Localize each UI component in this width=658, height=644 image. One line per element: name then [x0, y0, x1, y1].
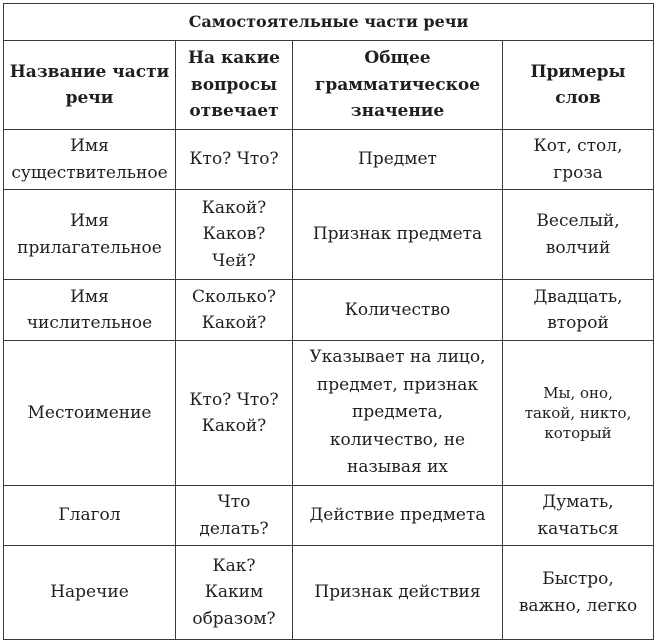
examples-cell [503, 280, 654, 341]
questions-cell [176, 130, 293, 190]
meaning-cell [293, 190, 503, 280]
header-questions-line: отвечает [189, 101, 279, 122]
questions-cell [176, 341, 293, 486]
name-line: существительное [11, 162, 168, 183]
meaning-line: Предмет [358, 149, 437, 170]
parts-of-speech-table [3, 3, 654, 640]
examples-line: Мы, оно, [543, 383, 613, 402]
meaning-cell [293, 130, 503, 190]
questions-line: Чей? [212, 250, 256, 271]
examples-line: Двадцать, [533, 286, 623, 307]
name-cell [4, 280, 176, 341]
table-row [4, 486, 654, 546]
name-line: Имя [70, 286, 109, 307]
examples-line: гроза [553, 162, 603, 183]
header-name-line: речи [65, 88, 114, 108]
table-row [4, 130, 654, 190]
meaning-line: количество, не [329, 429, 466, 450]
questions-cell [176, 280, 293, 341]
meaning-line: Указывает на лицо, [309, 347, 486, 368]
questions-line: Какой? [201, 313, 267, 333]
header-meaning-line: грамматическое [314, 74, 481, 95]
header-examples-line: слов [555, 88, 601, 108]
questions-line: Какой? [201, 416, 267, 436]
examples-line: второй [547, 313, 609, 333]
name-line: Наречие [50, 582, 129, 603]
table-row [4, 280, 654, 341]
header-meaning-line: значение [350, 101, 445, 122]
meaning-cell [293, 341, 503, 486]
table-row [4, 190, 654, 280]
questions-line: Кто? Что? [189, 149, 279, 170]
examples-line: Кот, стол, [533, 136, 623, 157]
examples-line: важно, легко [518, 595, 638, 616]
name-line: Имя [70, 136, 109, 157]
name-cell [4, 130, 176, 190]
examples-cell [503, 341, 654, 486]
questions-line: делать? [199, 518, 269, 539]
questions-line: Что [217, 492, 251, 513]
name-cell [4, 341, 176, 486]
questions-line: Каков? [202, 224, 266, 245]
examples-line: который [544, 424, 612, 443]
examples-line: такой, никто, [524, 403, 632, 422]
name-cell [4, 546, 176, 640]
header-questions [176, 41, 293, 130]
examples-cell [503, 546, 654, 640]
questions-cell [176, 190, 293, 280]
meaning-line: предмета, [352, 402, 443, 423]
questions-line: Какой? [201, 197, 267, 218]
examples-line: Быстро, [542, 569, 614, 590]
meaning-line: предмет, признак [316, 374, 479, 395]
name-line: числительное [26, 313, 153, 333]
header-name [4, 41, 176, 130]
name-line: прилагательное [17, 237, 162, 258]
name-line: Местоимение [27, 402, 152, 423]
examples-line: Думать, [542, 492, 614, 513]
questions-line: Сколько? [192, 286, 276, 307]
meaning-line: Признак действия [314, 582, 481, 603]
header-questions-line: На какие [188, 48, 280, 69]
name-cell [4, 190, 176, 280]
header-row [4, 41, 654, 130]
table-title: Самостоятельные части речи [4, 4, 654, 41]
header-meaning-line: Общее [364, 48, 431, 69]
questions-line: образом? [192, 608, 276, 629]
name-line: Имя [70, 211, 109, 232]
examples-cell [503, 190, 654, 280]
table-body [4, 4, 654, 640]
examples-line: Веселый, [536, 211, 620, 232]
header-name-line: Название части [9, 61, 170, 82]
questions-cell [176, 486, 293, 546]
meaning-cell [293, 546, 503, 640]
meaning-cell [293, 486, 503, 546]
meaning-line: Признак предмета [312, 224, 483, 245]
questions-cell [176, 546, 293, 640]
header-questions-line: вопросы [190, 74, 278, 95]
examples-cell [503, 130, 654, 190]
meaning-line: Действие предмета [309, 505, 486, 526]
questions-line: Каким [204, 582, 264, 603]
table-row [4, 341, 654, 486]
title-row [4, 4, 654, 41]
header-examples [503, 41, 654, 130]
meaning-line: Количество [344, 299, 451, 320]
name-cell [4, 486, 176, 546]
questions-line: Как? [212, 555, 256, 576]
questions-line: Кто? Что? [189, 389, 279, 410]
name-line: Глагол [58, 505, 121, 526]
table-row [4, 546, 654, 640]
examples-cell [503, 486, 654, 546]
examples-line: качаться [537, 518, 619, 539]
examples-line: волчий [545, 237, 611, 258]
header-examples-line: Примеры [530, 61, 626, 82]
meaning-cell [293, 280, 503, 341]
meaning-line: называя их [346, 457, 449, 478]
header-meaning [293, 41, 503, 130]
